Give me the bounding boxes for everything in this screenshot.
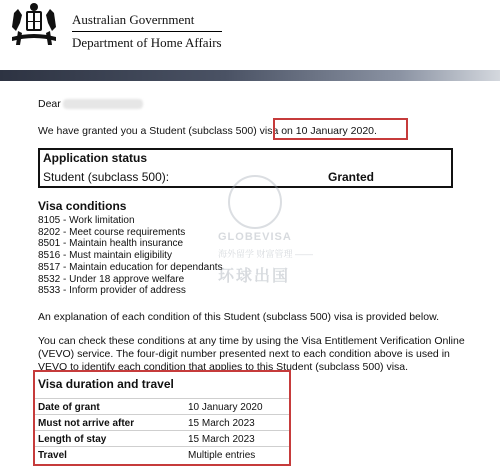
list-item: 8532 - Under 18 approve welfare	[38, 273, 185, 285]
row-value: 10 January 2020	[188, 402, 263, 413]
watermark-name: GLOBEVISA	[218, 231, 292, 243]
redacted-name	[63, 99, 143, 109]
visa-duration-box	[33, 370, 291, 466]
list-item: 8501 - Maintain health insurance	[38, 238, 184, 250]
visa-conditions-title: Visa conditions	[38, 199, 127, 213]
table-row	[35, 398, 289, 414]
application-status-box	[38, 148, 453, 188]
header-divider	[72, 31, 222, 32]
row-label: Travel	[38, 450, 67, 461]
grant-date-highlight	[273, 118, 408, 140]
watermark-chinese: 环球出国	[218, 268, 291, 285]
table-row	[35, 446, 289, 462]
salutation	[38, 98, 143, 111]
application-status-value: Granted	[328, 170, 375, 184]
table-row	[35, 414, 289, 430]
application-status-label: Student (subclass 500):	[43, 170, 170, 184]
grant-date: 10 January 2020	[295, 125, 375, 137]
vevo-paragraph: You can check these conditions at any time by using the Visa Entitlement Verification Online (VEVO) service. The four-digit number presented next to each condition above is used in VEVO to identify each condition that applies to this Student (subclass 500) visa.	[38, 335, 465, 373]
granted-suffix: .	[374, 125, 377, 137]
list-item: 8533 - Inform provider of address	[38, 285, 186, 297]
row-value: 15 March 2023	[188, 418, 255, 429]
row-label: Date of grant	[38, 402, 100, 413]
visa-conditions-list	[38, 215, 223, 297]
granted-prefix: We have granted you a Student (subclass 500) visa on	[38, 125, 296, 137]
row-label: Must not arrive after	[38, 418, 135, 429]
row-label: Length of stay	[38, 434, 107, 445]
globevisa-watermark	[218, 175, 348, 295]
list-item: 8516 - Must maintain eligibility	[38, 250, 172, 262]
watermark-tagline: 海外留学 财富管理 ——	[218, 249, 314, 259]
government-title	[72, 12, 222, 51]
row-value: Multiple entries	[188, 450, 256, 461]
coat-of-arms-icon	[6, 1, 62, 47]
government-header	[0, 0, 500, 66]
row-value: 15 March 2023	[188, 434, 255, 445]
salutation-text: Dear	[38, 98, 61, 110]
list-item: 8105 - Work limitation	[38, 215, 135, 226]
government-name: Australian Government	[72, 12, 195, 27]
visa-duration-title: Visa duration and travel	[38, 377, 174, 391]
conditions-explanation: An explanation of each condition of this Student (subclass 500) visa is provided below.	[38, 311, 439, 323]
list-item: 8202 - Meet course requirements	[38, 226, 186, 238]
top-banner-bar	[0, 70, 500, 81]
department-name: Department of Home Affairs	[72, 35, 222, 50]
table-row	[35, 430, 289, 446]
list-item: 8517 - Maintain education for dependants	[38, 261, 223, 273]
application-status-title: Application status	[43, 151, 148, 165]
